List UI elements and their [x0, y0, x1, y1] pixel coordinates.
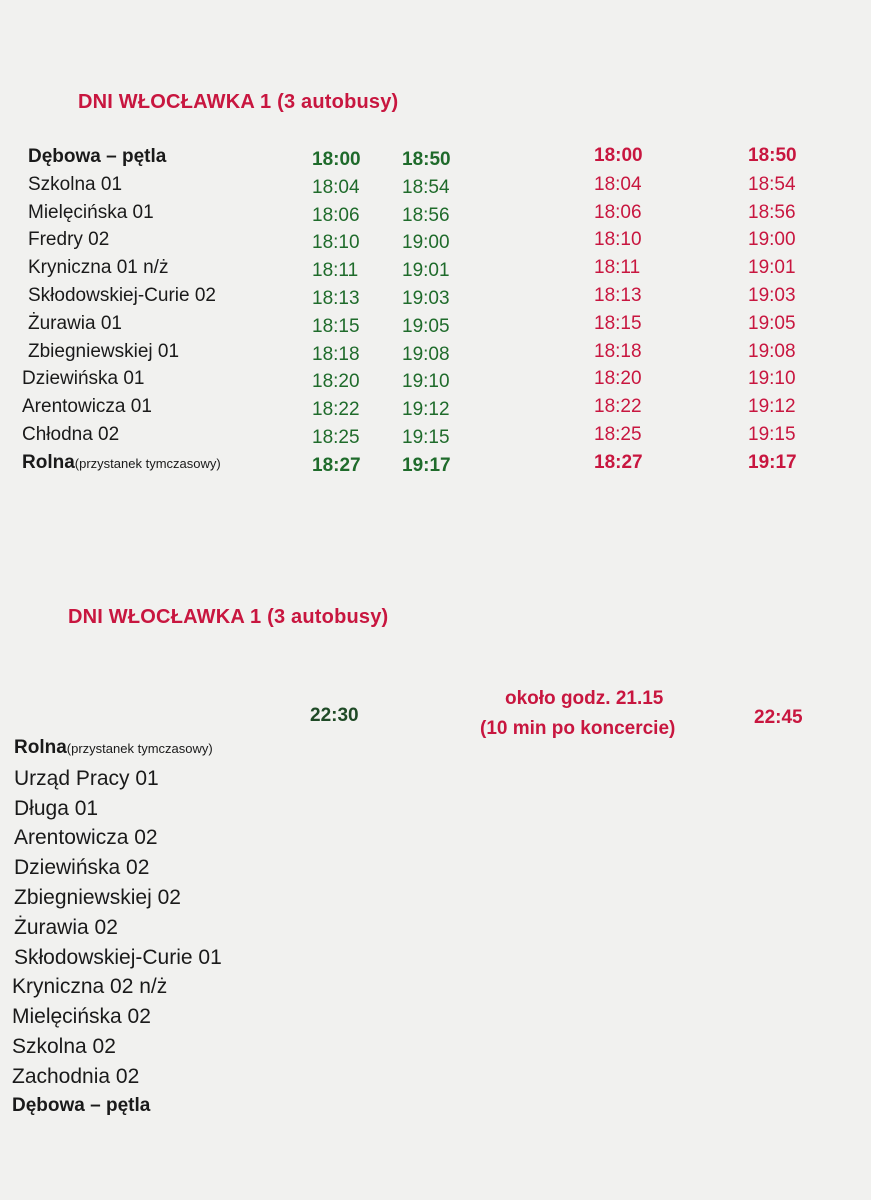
green-departure-time: 18:13 — [312, 288, 360, 309]
stop-label: Żurawia 01 — [28, 312, 122, 334]
green-departure-time: 19:12 — [402, 399, 450, 421]
stop-label: Urząd Pracy 01 — [14, 766, 159, 790]
return-stop — [14, 886, 181, 910]
red-departure-time: 18:06 — [594, 201, 642, 223]
timetable-row — [0, 146, 871, 174]
stop-label: Kryniczna 01 n/ż — [28, 257, 169, 279]
stop-name — [22, 368, 145, 390]
timetable-row — [0, 229, 871, 257]
red-departure-time: 18:54 — [748, 173, 796, 195]
stop-name — [28, 341, 179, 363]
green-departure-time: 18:25 — [312, 427, 360, 448]
stop-label: Rolna — [14, 737, 67, 758]
green-departure-time: 18:27 — [312, 454, 361, 476]
stop-label: Dziewińska 02 — [14, 856, 150, 880]
stop-label: Długa 01 — [14, 796, 99, 820]
stop-label: Skłodowskiej-Curie 01 — [14, 945, 222, 969]
timetable-row — [0, 285, 871, 313]
stop-name — [28, 146, 166, 168]
section-2-red-note-line-2: (10 min po koncercie) — [480, 718, 676, 739]
red-departure-time: 18:20 — [594, 368, 642, 390]
stop-name — [28, 202, 154, 224]
red-departure-time: 19:00 — [748, 229, 796, 251]
green-departure-time: 19:10 — [402, 371, 450, 393]
green-departure-time: 19:15 — [402, 427, 450, 448]
stop-label: Zachodnia 02 — [12, 1064, 140, 1088]
stop-label: Dębowa – pętla — [12, 1094, 151, 1116]
section-1-title: DNI WŁOCŁAWKA 1 (3 autobusy) — [78, 91, 399, 113]
return-stop — [14, 767, 159, 791]
return-stop — [12, 975, 167, 999]
stop-name — [28, 285, 216, 307]
stop-name — [28, 313, 122, 335]
red-departure-time: 19:03 — [748, 285, 796, 306]
timetable-row — [0, 424, 871, 452]
green-departure-time: 19:08 — [402, 343, 450, 365]
timetable-row — [0, 313, 871, 341]
stop-note: (przystanek tymczasowy) — [66, 741, 213, 756]
stop-name — [28, 257, 168, 279]
return-stop — [12, 1065, 139, 1089]
green-departure-time: 18:11 — [312, 260, 359, 282]
stop-label: Dziewińska 01 — [22, 368, 145, 390]
red-departure-time: 18:50 — [748, 145, 797, 166]
stop-label: Kryniczna 02 n/ż — [12, 975, 168, 999]
green-departure-time: 19:01 — [402, 260, 450, 282]
timetable-row — [0, 341, 871, 369]
stop-name — [22, 424, 119, 446]
green-departure-time: 18:56 — [402, 204, 450, 226]
green-departure-time: 19:00 — [402, 232, 450, 254]
red-departure-time: 19:15 — [748, 424, 796, 445]
stop-label: Mielęcińska 01 — [28, 201, 154, 223]
green-departure-time: 18:18 — [312, 343, 360, 365]
green-departure-time: 18:04 — [312, 176, 360, 198]
return-stop — [14, 826, 158, 850]
green-departure-time: 18:54 — [402, 176, 450, 198]
stop-label: Arentowicza 02 — [14, 826, 158, 850]
green-departure-time: 19:03 — [402, 288, 450, 309]
timetable-row — [0, 452, 871, 480]
return-stop — [14, 737, 213, 759]
red-departure-time: 18:25 — [594, 424, 642, 445]
red-departure-time: 19:17 — [748, 451, 797, 473]
return-stop — [14, 946, 222, 970]
timetable-row — [0, 257, 871, 285]
stop-label: Rolna — [22, 451, 75, 473]
red-departure-time: 18:56 — [748, 201, 796, 223]
stop-name — [22, 396, 152, 418]
timetable-row — [0, 174, 871, 202]
stop-label: Żurawia 02 — [14, 915, 118, 939]
stop-label: Dębowa – pętla — [28, 146, 167, 167]
green-departure-time: 18:22 — [312, 399, 360, 421]
stop-name — [28, 174, 122, 196]
return-stop — [12, 1095, 150, 1117]
section-2-red-note-line-1: około godz. 21.15 — [505, 688, 664, 709]
stop-label: Szkolna 01 — [28, 173, 123, 195]
stop-name — [22, 452, 221, 474]
timetable-row — [0, 396, 871, 424]
red-departure-time: 18:22 — [594, 396, 642, 418]
return-stop — [12, 1035, 116, 1059]
stop-label: Arentowicza 01 — [22, 396, 152, 418]
red-departure-time: 18:15 — [594, 312, 642, 334]
green-departure-time: 18:50 — [402, 149, 451, 170]
return-stop — [14, 856, 149, 880]
red-departure-time: 19:08 — [748, 340, 796, 362]
return-stop — [14, 916, 118, 940]
timetable-row — [0, 368, 871, 396]
red-departure-time: 18:18 — [594, 340, 642, 362]
red-departure-time: 18:04 — [594, 173, 642, 195]
red-departure-time: 19:05 — [748, 312, 796, 334]
red-departure-time: 18:13 — [594, 285, 642, 306]
green-departure-time: 18:00 — [312, 149, 361, 170]
return-stop — [14, 797, 98, 821]
stop-label: Zbiegniewskiej 02 — [14, 886, 181, 909]
stop-label: Zbiegniewskiej 01 — [28, 340, 180, 362]
green-departure-time: 18:06 — [312, 204, 360, 226]
green-departure-time: 18:10 — [312, 232, 360, 254]
red-departure-time: 18:27 — [594, 451, 643, 473]
timetable-row — [0, 202, 871, 230]
stop-label: Mielęcińska 02 — [12, 1005, 151, 1029]
green-departure-time: 19:05 — [402, 315, 450, 337]
stop-label: Chłodna 02 — [22, 424, 120, 445]
stop-label: Skłodowskiej-Curie 02 — [28, 285, 216, 306]
red-departure-time: 18:10 — [594, 229, 642, 251]
section-2-green-departure: 22:30 — [310, 705, 359, 726]
stop-label: Fredry 02 — [28, 229, 110, 251]
green-departure-time: 18:15 — [312, 315, 360, 337]
section-2-title: DNI WŁOCŁAWKA 1 (3 autobusy) — [68, 606, 389, 628]
stop-label: Szkolna 02 — [12, 1035, 116, 1058]
green-departure-time: 18:20 — [312, 371, 360, 393]
return-stop — [12, 1005, 151, 1029]
red-departure-time: 18:00 — [594, 145, 643, 166]
green-departure-time: 19:17 — [402, 454, 451, 476]
red-departure-time: 18:11 — [594, 257, 641, 279]
section-2-red-departure: 22:45 — [754, 707, 803, 728]
red-departure-time: 19:12 — [748, 396, 796, 418]
red-departure-time: 19:10 — [748, 368, 796, 390]
red-departure-time: 19:01 — [748, 257, 796, 279]
stop-name — [28, 229, 109, 251]
stop-note: (przystanek tymczasowy) — [74, 455, 221, 471]
